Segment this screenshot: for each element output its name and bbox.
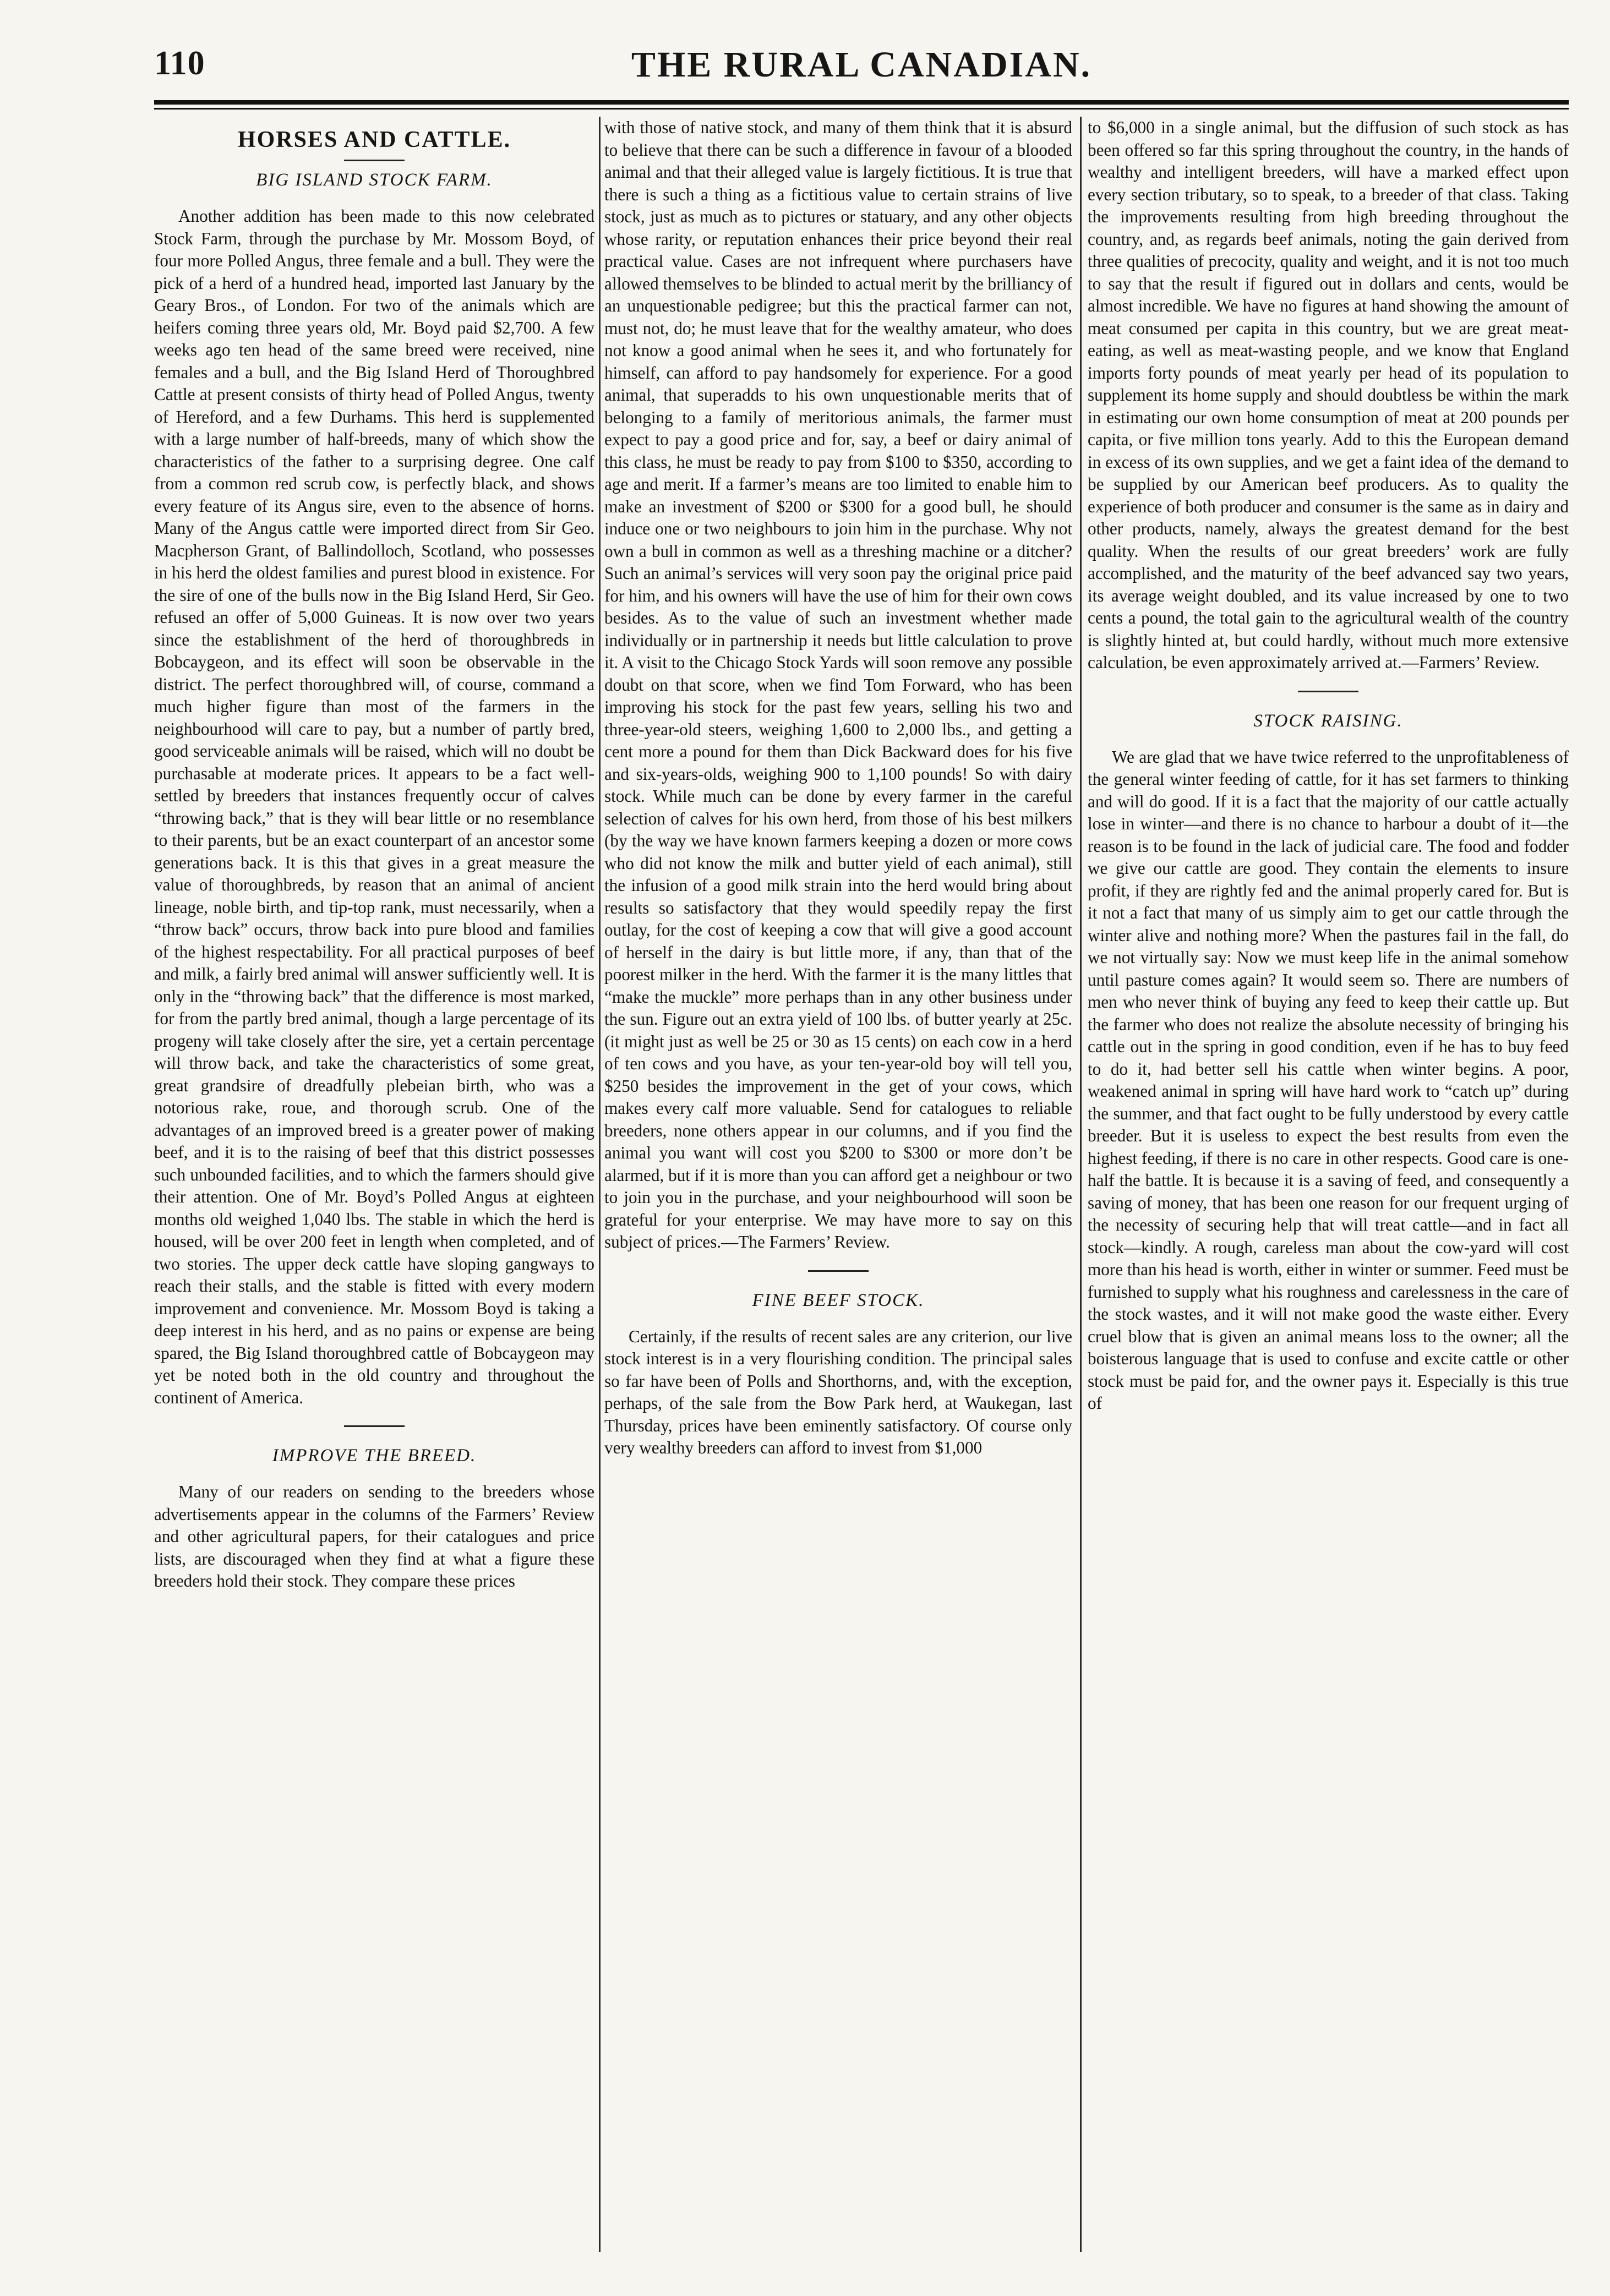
masthead	[154, 44, 1569, 99]
page-number: 110	[154, 45, 205, 82]
header-rule-thick	[154, 100, 1569, 105]
article-continuation-fine-beef: to $6,000 in a single animal, but the diffusion of such stock as has been offered so far this spring throughout the country, in the hands of wealthy and intelligent breeders, will have a marked effect upon every section tributary, so to speak, to a breeder of that class. Taking the improvements resulting from high breeding throughout the country, and, as regards beef animals, noting the gain derived from three qualities of precocity, quality and weight, and it is not too much to say that the result if figured out in dollars and cents, would be almost incredible. We have no figures at hand showing the amount of meat consumed per capita in this country, but we are great meat-eating, as well as meat-wasting people, and we know that England imports forty pounds of meat yearly per head of its population to supplement its home supply and should doubtless be within the mark in estimating our own home consumption of meat at 200 pounds per capita, or five million tons yearly. Add to this the European demand in excess of its own supplies, and we get a faint idea of the demand to be supplied by our American beef producers. As to quality the experience of both producer and consumer is the same as in dairy and other products, namely, always the greatest demand for the best quality. When the results of our great breeders’ work are fully accomplished, and the maturity of the beef advanced say two years, its average weight doubled, and its value increased by one to two cents a pound, the total gain to the agricultural wealth of the country is slightly hinted at, but could hardly, without much more extensive calculation, be even approximately arrived at.—Farmers’ Review.	[1088, 118, 1569, 672]
divider-rule	[808, 1270, 869, 1272]
article-title-fine-beef: FINE BEEF STOCK.	[752, 1290, 925, 1310]
article-body-big-island: Another addition has been made to this now celebrated Stock Farm, through the purchase by Mr. Mossom Boyd, of four more Polled Angus, three female and a bull. They were the pick of a herd of a hundred head, imported last January by the Geary Bros., of London. For two of the animals which are heifers coming three years old, Mr. Boyd paid $2,700. A few weeks ago ten head of the same breed were received, nine females and a bull, and the Big Island Herd of Thoroughbred Cattle at present consists of thirty head of Polled Angus, twenty of Hereford, and a few Durhams. This herd is supplemented with a large number of half-breeds, many of which show the characteristics of the father to a surprising degree. One calf from a common red scrub cow, is perfectly black, and shows every feature of its Angus sire, even to the absence of horns. Many of the Angus cattle were imported direct from Sir Geo. Macpherson Grant, of Ballindolloch, Scotland, who possesses in his herd the oldest families and purest blood in existence. For the sire of one of the bulls now in the Big Island Herd, Sir Geo. refused an offer of 5,000 Guineas. It is now over two years since the establishment of the herd of thoroughbreds in Bobcaygeon, and its effect will soon be observable in the district. The perfect thoroughbred will, of course, command a much higher figure than most of the farmers in the neighbourhood will care to pay, but a number of partly bred, good serviceable animals will be raised, which will no doubt be purchasable at moderate prices. It appears to be a fact well-settled by breeders that instances frequently occur of calves “throwing back,” that is they will bear little or no resemblance to their parents, but be an exact counterpart of an ancestor some generations back. It is this that gives in a great measure the value of thoroughbreds, by reason that an animal of ancient lineage, noble birth, and tip-top rank, must necessarily, when a “throw back” occurs, throw back into pure blood and families of the highest respectability. For all practical purposes of beef and milk, a fairly bred animal will answer sufficiently well. It is only in the “throwing back” that the difference is most marked, for from the partly bred animal, though a large percentage of its progeny will take closely after the sire, yet a certain percentage will throw back, and take the characteristics of some great, great grandsire of dreadfully plebeian birth, who was a notorious rake, roue, and thorough scrub. One of the advantages of an improved breed is a greater power of making beef, and it is to the raising of beef that this district possesses such unbounded facilities, and to which the farmers should give their attention. One of Mr. Boyd’s Polled Angus at eighteen months old weighed 1,040 lbs. The stable in which the herd is housed, will be over 200 feet in length when completed, and of two stories. The upper deck cattle have sloping gangways to reach their stalls, and the stable is fitted with every modern improvement and convenience. Mr. Mossom Boyd is taking a deep interest in his herd, and as no pains or expense are being spared, the Big Island thoroughbred cattle of Bobcaygeon may yet be noted both in the old country and throughout the continent of America.	[154, 206, 594, 1407]
article-body-improve-breed: Many of our readers on sending to the breeders whose advertisements appear in the columns of the Farmers’ Review and other agricultural papers, for their catalogues and price lists, are discouraged when they find at what a figure these breeders hold their stock. They compare these prices	[154, 1482, 594, 1590]
article-body-stock-raising: We are glad that we have twice referred to the unprofitableness of the general winter feeding of cattle, for it has set farmers to thinking and will do good. If it is a fact that the majority of our cattle actually lose in winter—and there is no chance to harbour a doubt of it—the reason is to be found in the lack of judicial care. The food and fodder we give our cattle are good. They contain the elements to insure profit, if they are rightly fed and the animal properly cared for. But is it not a fact that many of us simply aim to get our cattle through the winter alive and nothing more? When the pastures fail in the fall, do we not virtually say: Now we must keep life in the animal somehow until pasture comes again? It would seem so. There are numbers of men who never think of buying any feed to keep their cattle up. But the farmer who does not realize the absolute necessity of bringing his cattle out in the spring in good condition, even if he has to buy feed to do it, had better sell his cattle when winter begins. A poor, weakened animal in spring will have hard work to “catch up” during the summer, and that fact ought to be fully understood by every cattle breeder. But it is useless to expect the best results from even the highest feeding, if there is no care in other respects. Good care is one-half the battle. It is because it is a saving of feed, and consequently a saving of money, that has been one reason for our frequent urging of the necessity of securing help that will treat cattle—and in fact all stock—kindly. A rough, careless man about the cow-yard will cost more than his head is worth, either in winter or summer. Feed must be furnished to supply what his roughness and carelessness in the care of the stock wastes, and it will not make good the waste either. Every cruel blow that is given an animal means loss to the owner; all the boisterous language that is used to confuse and excite cattle or other stock must be paid for, and the owner pays it. Especially is this true of	[1088, 747, 1569, 1413]
column-divider	[599, 117, 601, 2252]
article-title-stock-raising: STOCK RAISING.	[1253, 710, 1403, 731]
divider-rule	[344, 160, 405, 161]
article-title-improve-breed: IMPROVE THE BREED.	[272, 1446, 477, 1466]
running-title: THE RURAL CANADIAN.	[631, 45, 1092, 85]
section-title: HORSES AND CATTLE.	[237, 127, 511, 152]
column-2	[604, 117, 1072, 2252]
article-title-big-island: BIG ISLAND STOCK FARM.	[256, 170, 493, 190]
divider-rule	[344, 1425, 405, 1427]
column-divider	[1080, 117, 1082, 2252]
header-rule-thin	[154, 108, 1569, 110]
column-1	[154, 117, 594, 2252]
article-body-fine-beef: Certainly, if the results of recent sales are any criterion, our live stock interest is in a very flourishing condition. The principal sales so far have been of Polls and Shorthorns, and, with the exception, perhaps, of the sale from the Bow Park herd, at Waukegan, last Thursday, prices have been eminently satisfactory. Of course only very wealthy breeders can afford to invest from $1,000	[604, 1326, 1072, 1457]
divider-rule	[1298, 691, 1358, 692]
article-continuation-improve-breed: with those of native stock, and many of them think that it is absurd to believe that there can be such a difference in favour of a blooded animal and that their alleged value is largely fictitious. It is true that there is such a thing as a fictitious value to certain strains of live stock, just as much as to pictures or statuary, and any other objects whose rarity, or reputation enhances their price beyond their real practical value. Cases are not infrequent where purchasers have allowed themselves to be blinded to actual merit by the brilliancy of an unquestionable pedigree; but this the practical farmer can not, must not, do; he must leave that for the wealthy amateur, who does not know a good animal when he sees it, and who fortunately for himself, can afford to pay handsomely for experience. For a good animal, that superadds to his own unquestionable merits that of belonging to a family of meritorious animals, the farmer must expect to pay a good price and for, say, a beef or dairy animal of this class, he must be ready to pay from $100 to $350, according to age and merit. If a farmer’s means are too limited to enable him to make an investment of $200 or $300 for a good bull, he should induce one or two neighbours to join him in the purchase. Why not own a bull in common as well as a threshing machine or a ditcher? Such an animal’s services will very soon pay the original price paid for him, and his owners will have the use of him for their own cows besides. As to the value of such an investment whether made individually or in partnership it needs but little calculation to prove it. A visit to the Chicago Stock Yards will soon remove any possible doubt on that score, when we find Tom Forward, who has been improving his stock for the past few years, selling his two and three-year-old steers, weighing 1,600 to 2,000 lbs., and getting a cent more a pound for them than Dick Backward does for his five and six-years-olds, weighing 900 to 1,100 pounds! So with dairy stock. While much can be done by every farmer in the careful selection of calves for his own herd, from those of his best milkers (by the way we have known farmers keeping a dozen or more cows who did not know the milk and butter yield of each animal), still the infusion of a good milk strain into the herd would bring about results so satisfactory that they would speedily repay the first outlay, for the cost of keeping a cow that will give a good account of herself in the dairy is but little more, if any, than that of the poorest milker in the herd. With the farmer it is the many littles that “make the muckle” more perhaps than in any other business under the sun. Figure out an extra yield of 100 lbs. of butter yearly at 25c. (it might just as well be 25 or 30 as 15 cents) on each cow in a herd of ten cows and you have, as your ten-year-old boy will tell you, $250 besides the improvement in the get of your cows, which makes every calf more valuable. Send for catalogues to reliable breeders, none others appear in our columns, and if you find the animal you want will cost you $200 to $300 or more don’t be alarmed, but if it is more than you can afford get a neighbour or two to join you in the purchase, and your neighbourhood will soon be grateful for your enterprise. We may have more to say on this subject of prices.—The Farmers’ Review.	[604, 118, 1072, 1251]
column-3	[1088, 117, 1569, 2252]
